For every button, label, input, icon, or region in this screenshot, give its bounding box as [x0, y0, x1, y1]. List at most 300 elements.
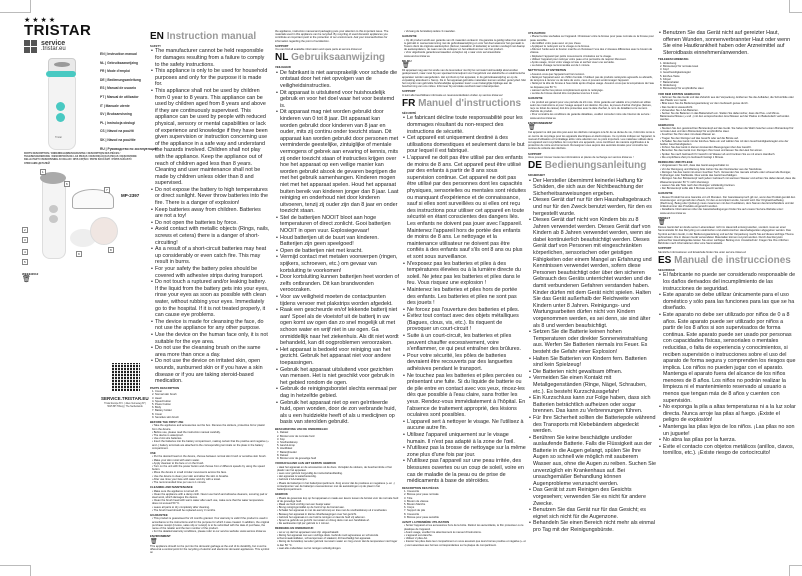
paragraph: U kunt alle beschikbare informatie en reserveonderdelen vinden op service.tristar.eu! — [402, 93, 503, 97]
list-item: • Der Bürstenkopf sollte alle 3 Monate ersetzt werden. — [660, 186, 725, 190]
list-item: • The device is made for cleansing the face, do not use the appliance for any other purpose. — [155, 319, 270, 332]
subsection-heading: GARANTIE — [402, 34, 417, 39]
list-item: • Utilisez l'appareil pour nettoyer votre peau et lui permettre de respirer librement. — [530, 57, 627, 61]
list-item: • Sortez l'appareil et les accessoires hors de la boîte. Retirez les autocollants, le film protecteur ou le plastique de l'appareil. — [404, 524, 524, 531]
list-item: 3. Tête — [404, 496, 413, 500]
subsection-heading: UTILISATION — [528, 31, 546, 35]
subsection-heading: CLEANING AND MAINTENANCE — [150, 485, 193, 490]
list-item: • The recommended time per use is 1 minute. — [152, 480, 207, 484]
list-item: • Apply cleanser to the face or on the brush. — [152, 461, 205, 465]
list-item: • Insert the batteries into the battery compartment, making certain that the positive and negative (+ and -) battery terminals are attached to the corresponding terminals on the plate in the battery compartment. — [152, 440, 269, 450]
list-item: 7. Support de pile — [404, 509, 426, 513]
info-list — [402, 30, 526, 33]
list-item: • N'exposez pas les batteries et piles à des températures élevées ou à la lumière directe du soleil. Ne jetez pas les batteries et piles dans le feu. Vous risquez une explosion ! — [407, 261, 526, 287]
list-item: • Vermeiden Sie einen Kontakt mit Metallgegenständen (Ringe, Nägel, Schrauben, etc.). Es besteht Kurzschlussgefahr! — [533, 375, 656, 395]
list-item: • El fabricante no puede ser considerado responsable de los daños derivados del incumplimiento de las instrucciones de seguridad. — [663, 272, 796, 292]
list-item: • Turn on the unit with the power button and choose from 2 different speeds by using the speed button. — [152, 464, 265, 472]
list-item: • Reinig de borstelkop na ieder gebruik met warm water en zorg ervoor dat de temperatuur niet hoger is dan 50 °C. — [277, 540, 398, 547]
list-item: • Evite el contacto con objetos metálicos (anillos, clavos, tornillos, etc.). ¡Existe riesgo de cortocircuito! — [663, 444, 796, 457]
list-item: • L'appareil ne doit pas être utilisé par des enfants de moins de 8 ans. Cet appareil peut être utilisé par des enfants à partir de 8 ans sous supervision continue. Cet appareil ne doit pas être utilisé par des personnes dont les capacités physiques, sensorielles ou mentales sont réduites ou manquant d'expérience et de connaissance, sauf si elles sont surveillées ou si elles ont reçu des instructions pour utiliser cet appareil en toute sécurité en étant conscientes des dangers liés. Les enfants ne doivent pas jouer avec l'appareil. Maintenez l'appareil hors de portée des enfants de moins de 8 ans. Le nettoyage et la maintenance utilisateur ne doivent pas être confiés à des enfants sauf s'ils ont 8 ans ou plus et sont sous surveillance. — [407, 155, 526, 261]
list-item: • Mantenga las pilas lejos de los niños. ¡Las pilas no son un juguete! — [663, 424, 796, 437]
list-item: 7. Battery holder — [152, 409, 172, 413]
info-list — [150, 424, 270, 450]
list-item: • Voor uw veiligheid moeten de contactpunten tijdens vervoer met plakstrips worden afgedekt. — [280, 294, 399, 307]
paragraph: Sämtliche Informationen und Ersatzteile finden Sie unter service.tristar.eu! — [658, 250, 747, 254]
language-code: DE — [528, 160, 542, 172]
subsection-heading: DESCRIPTION DES PIÈCES — [402, 485, 439, 490]
language-item: PT | Manual de utilizador — [100, 94, 139, 99]
weee-label: WEEE/2012 — [22, 272, 39, 276]
list-item: 4. Snelheidsknop — [277, 440, 298, 444]
list-item: 1. Cover — [152, 390, 163, 394]
list-item: 3. Kopf — [660, 68, 669, 72]
list-item: • Behandeln Sie einen Bereich nicht mehr als einmal pro Tag mit der Reinigungsbürste. — [533, 520, 656, 533]
language-item: PL | Instrukcja obsługi — [100, 120, 136, 125]
language-code: NL — [275, 52, 289, 64]
tristar-logo — [24, 16, 91, 38]
list-item: • As a result of a short-circuit batteries may heat up considerably or even catch fire. This may result in burns. — [155, 246, 270, 266]
list-item: • Lees voor gebruik zorgvuldig de instructiehandleiding. — [277, 471, 343, 475]
list-item: 4. Speed button — [152, 399, 171, 403]
info-list — [150, 390, 270, 419]
list-item: 8. Cover — [152, 412, 163, 416]
list-item: • Spülen Sie nach Gebrauch Ihr Gesicht mit Wasser ab und trocknen Sie es mit einem Handtuch. — [660, 152, 776, 156]
paragraph: Vous pouvez trouver toutes les informations et pièces de rechange sur service.tristar.eu ! — [528, 155, 634, 159]
list-item: 1. Couvercle — [404, 490, 420, 494]
info-list — [275, 466, 399, 492]
list-item: • Voor uitgebreide garantievoorwaarden verwijzen wij u naar onze servicewebsite: www.service.tristar.eu — [404, 51, 502, 58]
list-item: 3. Head — [152, 396, 162, 400]
list-item: • Do not open the batteries by force. — [155, 220, 270, 227]
subsection-heading: TEILEBESCHREIBUNG — [658, 57, 689, 62]
paragraph: the appliance, instruction manual and packaging puts your attention to this important issue. The materials used in this appliance can be recycled. By recycling of used domestic appliances you contribute an important push to the protection of our environment. Ask your local authorities for information regarding the point of recollection. — [275, 30, 389, 43]
diagram-callout: 2 — [24, 228, 26, 232]
subsection-heading: PARTS DESCRIPTION — [150, 385, 180, 390]
list-item: • Ein Kurzschluss kann zur Folge haben, dass sich Batterien beträchtlich aufheizen oder sogar brennen. Das kann zu Verbrennungen führen. — [533, 395, 656, 415]
list-item: • Use the device to clean your skin and allow the skin to breathe. — [152, 474, 229, 478]
service-grid-icon — [24, 40, 37, 53]
list-item: • Dieses Gerät darf nicht von Kindern bis zu 8 Jahren verwendet werden. Dieses Gerät darf von Kindern ab 8 Jahren verwendet werden, wenn sie dabei kontinuierlich beaufsichtigt werden. Dieses Gerät darf von Personen mit eingeschränkten körperlichen, sensorischen oder geistigen Fähigkeiten oder einem Mangel an Erfahrung und Kenntnissen verwendet werden, sofern diese Personen beaufsichtigt oder über den sicheren Gebrauch des Geräts unterrichtet wurden und die damit verbundenen Gefahren verstanden haben. Kinder dürfen mit dem Gerät nicht spielen. Halten Sie das Gerät außerhalb der Reichweite von Kindern unter 8 Jahren. Reinigungs- und Wartungsarbeiten dürfen nicht von Kindern vorgenommen werden, es sei denn, sie sind älter als 8 und werden beaufsichtigt. — [533, 217, 656, 329]
product-image — [42, 58, 80, 150]
logo-text: TRISTAR — [24, 22, 92, 39]
speed-button-image — [56, 102, 65, 111]
list-item: • Clean the brush head with warm water after each use, make sure that the water temperature does not exceed 50 °C. — [152, 499, 264, 506]
info-list — [658, 62, 796, 91]
info-list — [402, 39, 526, 58]
list-item: • Breng reinigingsmiddel op de huid of op de borstel aan. — [277, 506, 345, 510]
info-list — [658, 96, 796, 122]
subsection-heading: VOORAFGAAND AAN HET EERSTE GEBRUIK — [275, 461, 336, 466]
info-list — [658, 196, 796, 215]
list-item: • Schakel het apparaat in met de aan/uit-knop en kies met de snelheidsknop uit 2 snelheden. — [277, 509, 388, 513]
list-item: • Het apparaat is bedoeld voor reiniging van het gezicht. Gebruik het apparaat niet voor andere toepassingen. — [280, 347, 399, 367]
list-item: 9. Brosse pour peau sensible — [404, 515, 439, 519]
info-list — [275, 431, 399, 460]
list-item: • Ce produit est garanti pour une période de 24 mois. Votre garantie est valable si le produit est utilisé selon les instructions et pour l'usage auquel il est destiné. De plus, la preuve d'achat d'origine (facture, reçu ou ticket de caisse) doit être présentée avec la date d'achat, le nom du détaillant et le numéro d'article du produit. — [530, 100, 652, 114]
list-item: • Gebruik het apparaat uitsluitend voor gezichten van mensen. Het is niet geschikt voor gebruik in het gebied rondom de ogen. — [280, 367, 399, 387]
list-item: 9. Borstel voor de gevoelige huid — [277, 456, 317, 460]
list-item: 9. Bürstenkopf für empfindliche Haut — [660, 87, 704, 91]
subsection-heading: BEFORE THE FIRST USE — [150, 419, 184, 424]
list-item: 5. Ein/Aus-Taste — [660, 74, 680, 78]
parts-caption: PARTS DESCRIPTION / ONDERDELENBESCHRIJVING / DESCRIPTION DES PIÈCES / TEILEBESCHREIBUNG / DESCRIPCIÓN DE LAS PIEZAS / DESCRIÇÃO DAS PEÇAS / DESCRIZIONE DELLE PARTI / BESKRIVNING AV DELAR / OPIS CZĘŚCI / POPIS SOUČÁSTÍ / POPIS SÚČASTÍ / ОПИСАНИЕ ДЕТАЛЕЙ — [24, 152, 137, 165]
parts-diagram — [20, 167, 118, 267]
list-item: • Do not use the cleansing brush on the same area more than once a day. — [155, 345, 270, 358]
language-item: ES | Manual de usuario — [100, 86, 137, 91]
manual-title: Bedienungsanleitung — [544, 160, 647, 172]
diagram-callout: 7 — [106, 188, 108, 192]
safety-list — [658, 272, 796, 457]
list-item: • Reinig het apparaat met een vochtige doek. Gebruik nooit agressieve en schurende schoonmaakmiddelen, schuursponsen of staalwol, dit beschadigt het apparaat. — [277, 534, 379, 541]
list-item: • Ne forcez pas l'ouverture des batteries et piles. — [407, 307, 526, 314]
list-item: • Houd batterijen uit de buurt van kinderen. Batterijen zijn geen speelgoed! — [280, 235, 399, 248]
crop-mark-bottom-right — [789, 565, 802, 576]
info-list — [150, 490, 270, 512]
language-list — [100, 50, 157, 153]
diagram-callout: 8 — [110, 248, 112, 252]
list-item: 2. Bürstenkopf für normale Haut — [660, 64, 699, 68]
list-item: • Humidifiez votre peau avec un peu d'eau. — [530, 41, 582, 45]
list-item: • Placez la tête souhaitée sur l'appareil. Choisissez entre la brosse pour peau normale ou la brosse pour peau sensible. — [530, 35, 654, 42]
list-item: • Use the device on the human face only, it is not suitable for the eye area. — [155, 332, 270, 345]
list-item: • Nehmen Sie das Gerät und das Zubehör aus der Verpackung. Entfernen Sie die Aufkleber, die Schutzfolie oder das Plastik vom Gerät. — [660, 96, 794, 103]
list-item: • Keep batteries away from children. Batteries are not a toy! — [155, 207, 270, 220]
recycle-bin-icon: 🗑 — [22, 276, 31, 283]
diagram-callout: 9 — [78, 252, 80, 256]
device-brand-label: Tristar — [55, 136, 62, 139]
subsection-heading: GARANTIE — [658, 191, 673, 196]
list-item: • The manufacturer cannot be held responsible for damages resulting from a failure to comply to the safety instructions. — [155, 48, 270, 68]
safety-list — [402, 115, 526, 484]
weee-block — [22, 272, 38, 284]
list-item: • Vervang de borstelkop iedere 3 maanden. — [404, 30, 456, 33]
list-item: • This product is guaranteed for 24 months granted. Your warranty is valid if the product is used in accordance to the instructions and for the purpose for which it was created. In addition, the original purchase receipt (invoice, sales slip or receipt) is to be submitted with the date of purchase, the name of the retailer and the item number of the product. — [152, 517, 270, 531]
qr-code[interactable] — [112, 363, 140, 391]
list-item: • Assurez-vous que l'appareil est hors tension. — [530, 72, 585, 76]
column-2 — [275, 30, 399, 550]
list-item: • Haal het apparaat en de accessoires uit de doos. Verwijder de stickers, de beschermfolie of het plastic van het apparaat. — [277, 465, 392, 472]
language-item: DE | Bedienungsanleitung — [100, 77, 141, 82]
list-item: • Before use, please read the instruction manual carefully. — [152, 430, 221, 434]
list-item: • Pour connaître les conditions de garantie détaillées, veuillez consulter notre site Internet de service : www.service.tristar.eu — [530, 113, 651, 120]
diagram-callout: 4 — [24, 250, 26, 254]
list-item: • Berühren Sie keine beschädigte und/oder auslaufende Batterie. Falls die Flüssigkeit aus der Batterie in die Augen gelangt, spülen Sie Ihre Augen so schnell wie möglich mit sauberem Wasser aus, ohne die Augen zu reiben. Suchen Sie unverzüglich ein Krankenhaus auf. Bei unsachgemäßer Behandlung können Augenprobleme verursacht werden. — [533, 435, 656, 488]
info-list — [528, 73, 656, 95]
info-list — [150, 455, 270, 484]
list-item: • Gebruik de reinigingsborstel slechts eenmaal per dag in hetzelfde gebied. — [280, 386, 399, 399]
list-item: • Dieses Produkt hat eine Garantie von 24 Monaten. Der Garantieanspruch gilt nur, wenn das Produkt gemäß den Anweisungen und gemäß dem Zweck, für den es konzipiert wurde, benutzt wird. Der Original-Kaufbeleg (Rechnung, Beleg oder Quittung) muss zusammen mit dem Kaufdatum, dem Namen des Einzelhändlers und der Artikelnummer des Produkts eingereicht werden. — [660, 195, 796, 209]
list-item: • Stel de batterijen NOOIT bloot aan hoge temperaturen of direct zonlicht. Gooi batterijen NOOIT in open vuur. Explosiegevaar! — [280, 215, 399, 235]
subsection-heading: ENVIRONNEMENT — [528, 120, 553, 125]
list-item: • Detaillierte Informationen über die Garantiebedingungen finden Sie auf unserer Service-Website unter: www.service.tristar.eu — [660, 208, 784, 215]
list-item: • Dit apparaat is uitsluitend voor huishoudelijk gebruik en voor het doel waar het voor bestemd is. — [280, 90, 399, 110]
list-item: 7. Batterijhouder — [277, 450, 297, 454]
subsection-heading: SUPPORT — [402, 89, 416, 94]
info-list — [658, 127, 796, 159]
list-item: • This appliance is only to be used for household purposes and only for the purpose it is made for. — [155, 68, 270, 88]
section-title — [658, 255, 796, 267]
list-item: • Cet appareil est uniquement destiné à des utilisations domestiques et seulement dans le but pour lequel il est fabriqué. — [407, 135, 526, 155]
list-item: • Vermijd contact met metalen voorwerpen (ringen, spijkers, schroeven, etc.) om gevaar van kortsluiting te voorkomen! — [280, 254, 399, 274]
section-title — [528, 160, 656, 172]
info-list — [275, 497, 399, 526]
list-item: 8. Couvercle — [404, 512, 420, 516]
recycle-bin-icon: 🗑 — [402, 63, 410, 70]
subsection-heading: SICHERHEIT — [528, 173, 545, 178]
list-item: • Avoid contact with metallic objects (Rings, nails, screws et cetera) there is a danger of short-circuiting! — [155, 226, 270, 246]
list-item: 4. Bouton de vitesse — [404, 499, 429, 503]
model-number: MP-2397 — [121, 193, 140, 198]
list-item: • The brush head should be replaced every 3 months. — [152, 508, 216, 512]
list-item: • Do not expose the battery to high temperatures or direct sunlight. Never throw batteries into the fire. There is a danger of explosion! — [155, 187, 270, 207]
subsection-heading: NETTOYAGE ET ENTRETIEN — [528, 68, 567, 73]
list-item: • Op dit product wordt een garantie van 24 maanden verleend. Uw garantie is geldig indien het product is gebruikt in overeenstemming met de gebruiksaanwijzing en voor het doel waarvoor het gemaakt is. Tevens dient de originele aankoopbon (factuur, kassabon of kwitantie) te worden overlegd met daarop de aankoopdatum, de naam van de verkoper en het artikelnummer van het product. — [404, 38, 526, 52]
info-list — [658, 164, 796, 190]
subsection-heading: SUPPORT — [658, 246, 672, 251]
paragraph: You can find all available information and spare parts at service.tristar.eu! — [275, 48, 362, 52]
subsection-heading: REINIGUNG UND PFLEGE — [658, 160, 693, 165]
language-code: ES — [658, 254, 672, 266]
list-item: • Gebruik het apparaat om uw huid te reinigen en laat de huid vrij ademen. — [277, 515, 366, 519]
subsection-heading: GEBRUIK — [275, 492, 288, 497]
list-item: • Évitez tout contact avec des objets métalliques (Bagues, clous, vis, etc.). Ils risquent de provoquer un court-circuit ! — [407, 313, 526, 333]
manual-title: Manual de instrucciones — [674, 254, 791, 266]
list-item: • Do not use the device on irritated skin, open wounds, sunburned skin or if you have a skin disease or if you are taking steroid-based medication. — [155, 358, 270, 384]
diagram-callout: 6 — [66, 182, 68, 186]
list-item: • Plaats de gewenste kop op het apparaat en maak een keuze tussen de borstel voor de normale huid of de gevoelige huid. — [277, 496, 399, 503]
subsection-heading: SEGURIDAD — [658, 267, 675, 272]
list-item: • La durée d'usage recommandée est de 1 minute. — [530, 64, 591, 68]
list-item: • Halten Sie Batterien von Kindern fern. Batterien sind kein Spielzeug! — [533, 356, 656, 369]
list-item: • Dit apparaat mag niet worden gebruikt door kinderen van 0 tot 8 jaar. Dit apparaat kan worden gebruikt door kinderen van 8 jaar en ouder, mits zij continu onder toezicht staan. Dit apparaat kan worden gebruikt door personen met verminderde geestelijke, zintuiglijke of mentale vermogens of gebrek aan ervaring of kennis, mits zij onder toezicht staan of instructies krijgen over hoe het apparaat op een veilige manier kan worden gebruikt alsook de gevaren begrijpen die met het gebruik samenhangen. Kinderen mogen niet met het apparaat spelen. Houd het apparaat buiten bereik van kinderen jonger dan 8 jaar. Laat reiniging en onderhoud niet door kinderen uitvoeren, tenzij zij ouder zijn dan 8 jaar en onder toezicht staan. — [280, 109, 399, 215]
info-list — [275, 531, 399, 550]
company-address: Tristar Europe B.V. | Jules Verneweg 87 | 5015 BH Tilburg | The Netherlands — [104, 403, 146, 409]
list-item: 5. Power button — [152, 402, 171, 406]
list-item: • De aanbevolen tijd per gebruik is 1 minuut. — [277, 522, 330, 526]
subsection-heading: GARANTIE — [528, 96, 543, 101]
info-list — [528, 101, 656, 120]
list-item: • Dieses Gerät darf nur für den Haushaltsgebrauch und nur für den Zweck benutzt werden, für den es hergestellt wurde. — [533, 197, 656, 217]
list-item: • Este aparato se debe utilizar únicamente para el uso doméstico y sólo para las funciones para las que se ha diseñado. — [663, 292, 796, 312]
info-list — [402, 490, 526, 519]
list-item: • Schalten Sie das Gerät mit der Ein/Aus-Taste ein und wählen Sie mit dem Geschwindigkeitsregler eine der beiden Geschwindigkeiten. — [660, 139, 789, 147]
subsection-heading: MILIEU — [402, 58, 412, 63]
diagram-callout: 1 — [42, 170, 44, 174]
list-item: • Setzen Sie die Batterie keinen hohen Temperaturen oder direkter Sonneneinstrahlung aus. Werfen Sie Batterien niemals ins Feuer. Es besteht die Gefahr einer Explosion! — [533, 329, 656, 355]
list-item: • Clean the appliance with a damp cloth. Never use harsh and abrasive cleaners, scouring pad or steel wool, which damages the device. — [152, 492, 268, 499]
list-item: • Vergewissern Sie sich, dass das Gerät ausgeschaltet ist. — [660, 164, 730, 168]
list-item: 8. Deksel — [277, 453, 289, 457]
paragraph: This appliance should not be put into the domestic garbage at the end of its durability, but must be offered at a central point for the recycling of electric and electronic domestic appliances. This symbol on — [150, 544, 270, 555]
service-domain: .tristar.eu — [41, 46, 66, 52]
language-item: EN | Instruction manual — [100, 52, 137, 56]
subsection-heading: BESCHRIJVING VAN DE ONDERDELEN — [275, 426, 328, 431]
list-item: • Raak een gescheurde en/of lekkende batterij niet aan! Spoel als de vloeistof uit de batterij in uw ogen komt uw ogen dan zo snel mogelijk uit met schoon water en wrijf niet in uw ogen. Ga onmiddellijk naar het ziekenhuis. Als dit niet wordt behandeld, kan dit oogproblemen veroorzaken. — [280, 307, 399, 347]
list-item: • Utilisez l'appareil uniquement sur le visage humain. Il n'est pas adapté à la zone de l'œil. — [407, 432, 526, 445]
subsection-heading: UMWELT — [658, 215, 671, 220]
list-item: 5. Bouton Marche — [404, 502, 426, 506]
list-item: • Benutzen Sie das Gerät nicht auf gereizter Haut, offenen Wunden, sonnenverbrannter Haut oder wenn Sie eine Hautkrankheit haben oder Arzneimittel auf Steroidbasis einnehmen/anwenden. — [663, 30, 796, 56]
list-item: • Déplacez l'appareil par petits mouvements circulaires sur le visage. — [530, 54, 612, 58]
list-item: • Maintenez les batteries et piles hors de portée des enfants. Les batteries et piles ne sont pas des jouets ! — [407, 287, 526, 307]
column-en — [150, 30, 270, 554]
section-title — [275, 52, 399, 64]
subsection-heading: GUARANTEE — [150, 513, 168, 518]
list-item: • Door kortsluiting kunnen batterijen heet worden of zelfs ontbranden. Dit kan brandwonden veroorzaken. — [280, 274, 399, 294]
recycle-bin-icon: 🗑 — [658, 220, 666, 227]
list-item: 8. Abdeckung — [660, 84, 677, 88]
list-item: • Take the appliance and accessories out the box. Remove the stickers, protective foil or plastic from the device. — [152, 424, 265, 431]
subsection-heading: VOR DEM ERSTEN GEBRAUCH — [658, 91, 701, 96]
safety-list — [150, 48, 270, 384]
list-item: • La tête de brosse devrait être remplacée tous les 3 mois. — [530, 92, 600, 96]
list-item: • Verwenden Sie 2 AA-Batterien. — [660, 108, 699, 112]
list-item: • Nettoyez la tête de brosse à l'eau tiède après chaque usage. Assurez-vous que la température de l'eau ne dépasse pas 50 °C. — [530, 82, 655, 89]
list-item: • Stecken Sie den gewünschten Bürstenkopf auf das Gerät. Sie haben die Wahl zwischen einem Bürstenkopf für normale Haut und dem Bürstenkopf für empfindliche Haut. — [660, 127, 794, 134]
list-item: • Bitte lesen Sie die Bedienungsanleitung vor dem Gebrauch genau durch. — [660, 102, 749, 106]
list-item: • Le fabricant décline toute responsabilité pour les dommages résultant du non-respect des instructions de sécurité. — [407, 115, 526, 135]
list-item: • Este aparato no debe ser utilizado por niños de 0 a 8 años. Este aparato puede ser utilizado por niños a partir de los 8 años si son supervisados de forma continua. Este aparato puede ser usado por personas con capacidades físicas, sensoriales o mentales reducidas, o falta de experiencia y conocimientos, si reciben supervisión o instrucciones sobre el uso del aparato de forma segura y comprenden los riesgos que implica. Los niños no pueden jugar con el aparato. Mantenga el aparato fuera del alcance de los niños menores de 8 años. Los niños no podrán realizar la limpieza ni el mantenimiento reservado al usuario a menos que tengan más de 8 años y cuenten con supervisión. — [663, 312, 796, 404]
list-item: • Plaats de batterijen in het batterijcompartiment. Zorg ervoor dat de positieve en negatieve (+ en -) contactpunten van de batterijen overeenkomen met de aansluitingen op de plaat in het batterijcompartiment. — [277, 481, 395, 491]
diagram-callout: 5 — [24, 260, 26, 264]
list-item: • Gebruik het apparaat niet op een geïrriteerde huid, open wonden, door de zon verbrande huid, als u een huidziekte heeft of als u medicijnen op basis van steroïden gebruikt. — [280, 400, 399, 426]
info-list — [402, 524, 526, 546]
power-button-image — [56, 113, 65, 122]
list-item: • Beweeg het apparaat in kleine cirkelbewegingen over het gezicht. — [277, 512, 357, 516]
list-item: • Allumez l'unité avec le bouton marche et choisissez l'une des 2 vitesses différentes avec le bouton de vitesse. — [530, 48, 653, 55]
list-item: • The device is waterproof. — [152, 433, 184, 437]
list-item: • Appliquez le nettoyant sur le visage ou la brosse. — [530, 45, 590, 49]
list-item: • Der Hersteller übernimmt keinerlei Haftung für Schäden, die sich aus der Nichtbeachtung der Sicherheitsanweisungen ergeben. — [533, 178, 656, 198]
list-item: • No exponga la pila a altas temperaturas ni a la luz solar directa. Nunca arroje las pilas al fuego. ¡Existe el peligro de explosión! — [663, 404, 796, 424]
list-item: • Die empfohlene Zeit pro Gebrauch beträgt 1 Minute. — [660, 155, 724, 159]
safety-list — [275, 70, 399, 426]
list-item: • After use rinse your face with water and dry with a towel. — [152, 477, 221, 481]
list-item: • Für Ihre Sicherheit sollten die Batteriepole während des Transports mit Klebebändern abgedeckt werden. — [533, 415, 656, 435]
list-item: 6. Körper — [660, 77, 672, 81]
list-item: 2. Normal skin brush — [152, 393, 177, 397]
list-item: 6. Hoofddeel — [277, 447, 293, 451]
list-item: • Tragen Sie den Reiniger auf das Gesicht oder auf die Bürste auf. — [660, 136, 739, 140]
subsection-heading: SUPPORT — [275, 43, 289, 48]
subsection-heading: SAFETY — [150, 44, 162, 48]
language-item: SK | Návod na použitie — [100, 137, 136, 142]
list-item: • Führen Sie das Gerät in kleinen kreisenden Bewegungen über das Gesicht. — [660, 146, 752, 150]
list-item: • Do not touch a ruptured and/or leaking battery. If the liquid from the battery gets into your eyes, rinse your eyes as soon as possible with clean water, without rubbing your eyes. Immediately go to the hospital. If it is not treated properly, it can cause eye problems. — [155, 279, 270, 319]
list-item: • Open de batterijen niet met kracht. — [280, 248, 399, 255]
language-item: IT | Manuale utente — [100, 103, 130, 108]
diagram-callout: 3 — [24, 238, 26, 242]
list-item: • Maak uw huid vochtig met een beetje water. — [277, 502, 331, 506]
list-item: • Laissez sécher les pièces complètement après le nettoyage. — [530, 88, 604, 92]
recycle-bin-icon: 🗑 — [150, 538, 158, 545]
subsection-heading: AVANT LA PREMIÈRE UTILISATION — [402, 519, 450, 524]
list-item: 6. Body — [152, 406, 162, 410]
list-item: • Ne touchez pas les batteries et piles percées ou présentant une fuite. Si du liquide de batterie ou de pile entre en contact avec vos yeux, rincez-les dès que possible à l'eau claire, sans frotter les yeux. Rendez-vous immédiatement à l'hôpital. En l'absence de traitement approprié, des lésions oculaires sont possibles. — [407, 373, 526, 419]
list-item: • Make your skin moist with warm water. — [152, 458, 200, 462]
list-item: 7. Batteriehalter — [660, 81, 679, 84]
list-item: • Reinigen Sie das Gerät mit einem feuchten Tuch. Verwenden Sie niemals scharfe oder scheuernde Reiniger, Topfreiniger oder Stahlwolle. Dies würde das Gerät beschädigen. — [660, 170, 791, 178]
list-item: • Utilisez 2 piles AA. — [404, 537, 428, 541]
list-item: • Gebruik 2 AA-batterijen. — [277, 478, 308, 482]
list-item: 9. Sensitive skin brush — [152, 415, 179, 419]
list-item: 1. Deksel — [277, 431, 289, 435]
list-item: • Après usage, rincez votre visage à l'eau et séchez avec une serviette. — [530, 61, 615, 65]
paragraph: Dit apparaat mag aan het einde van de levensduur niet bij het normale huishoudelijk afval worden gedeponeerd, maar moet bij een speciaal inzamelpunt voor hergebruik van elektrische en elektronische apparaten worden aangeboden. Het symbool op het apparaat, in de gebruiksaanwijzing en op de verpakking attendeert u hierop. De in het apparaat gebruikte materialen kunnen worden gerecycled. Met het recyclen van gebruikte huishoudelijke apparaten levert u een belangrijke bijdrage aan de bescherming van ons milieu. Informeer bij uw lokale overheid naar inzamelpunten. — [402, 69, 526, 89]
list-item: • Das Gerät ist zum Reinigen des Gesichts vorgesehen; verwenden Sie es nicht für andere Zwecke. — [533, 487, 656, 507]
list-item: • Lassen Sie alle Teile nach dem Reinigen vollständig trocknen. — [660, 183, 736, 187]
column-4 — [528, 30, 656, 534]
list-item: • Avant usage, veuillez lire attentivement le manuel d'instructions. — [404, 530, 482, 534]
paragraph: Cet appareil ne doit pas être jeté avec les déchets ménagers à la fin de sa durée de vie, il doit être remis à un centre de recyclage pour les appareils électriques et électroniques. Ce symbole indiqué sur l'appareil, le manuel d'utilisation et l'emballage attire votre attention sur ce point important. Les matériaux utilisés dans cet appareil sont recyclables. En recyclant vos appareils, vous contribuez de manière significative à la protection de notre environnement. Renseignez-vous auprès des autorités locales pour connaître les centres de collecte des déchets. — [528, 131, 656, 151]
list-item: • Let er op dat het apparaat moet zijn uitgeschakeld. — [277, 530, 340, 534]
manual-title: Instruction manual — [166, 31, 257, 42]
list-item: • Benutzen Sie das Gerät nur für das Gesicht; es eignet sich nicht für die Augenzone. — [533, 507, 656, 520]
list-item: • Make sure the appliance is turned off. — [152, 489, 199, 493]
list-item: • L'appareil est étanche. — [404, 533, 433, 537]
list-item: • Move the device in small circular movements across the face. — [152, 471, 227, 475]
paragraph: Dieses Gerät darf am Ende seiner Lebensdauer nicht im Hausmüll entsorgt werden, sondern muss an einer Sammelstelle für das Recycling von elektrischen und elektronischen Haushaltsgeräten abgegeben werden. Das Symbol auf dem Gerät, in der Bedienungsanleitung und auf der Verpackung macht Sie auf dieses wichtige Thema aufmerksam. Die in diesem Gerät verwendeten Materialien können recycelt werden. Durch das Recyceln gebrauchter Haushaltsgeräte leisten Sie einen wichtigen Beitrag zum Umweltschutz. Fragen Sie Ihre örtlichen Behörden nach Informationen über eine Sammelstelle. — [658, 226, 794, 246]
list-item: • Laat alle onderdelen na het reinigen volledig drogen. — [277, 546, 342, 550]
language-item: RU | Руководство по эксплуатации — [100, 146, 157, 151]
list-item: • N'utilisez pas la brosse de nettoyage sur la même zone plus d'une fois par jour. — [407, 445, 526, 458]
subsection-heading: VEILIGHEID — [275, 65, 291, 70]
language-code: EN — [150, 31, 164, 42]
list-item: • Nettoyez l'appareil avec un chiffon humide. N'utilisez pas de produits nettoyants agressifs ou abrasifs, de tampons à récurer ou de laine de verre, ceux-ci pouvant endommager l'appareil. — [530, 76, 653, 83]
list-item: • Das Gerät ist wasserdicht. — [660, 105, 694, 109]
list-item: • L'appareil sert à nettoyer le visage. Ne l'utilisez à aucune autre fin. — [407, 419, 526, 432]
crop-mark-top-right — [789, 0, 802, 13]
list-item: 1. Abdeckung — [660, 61, 677, 65]
service-url[interactable]: SERVICE.TRISTAR.EU — [101, 396, 149, 401]
list-item: • Leave all parts to dry completely after cleaning. — [152, 505, 210, 509]
subsection-heading: SUPPORT — [528, 151, 542, 156]
list-item: • Suite à un court-circuit, les batteries et piles peuvent chauffer excessivement, voire s'enflammer, ce qui peut entraîner des brûlures. — [407, 333, 526, 353]
list-item: • Vor der Reinigung und Wartung bitte ziehen Sie den Netzstecker aus der Steckdose. — [660, 167, 763, 171]
list-item: • Put the desired head on the device, choose between normal skin brush or sensitive skin brush. — [152, 455, 267, 459]
safety-list — [528, 178, 656, 534]
list-item: • Pour votre sécurité, les pôles de batteries devraient être recouverts par des languettes adhésives pendant le transport. — [407, 353, 526, 373]
logo-stars: ★★★★ — [24, 17, 58, 24]
list-item: • Spoel na gebruik uw gezicht met water en droog deze met een handdoek af. — [277, 518, 370, 522]
column-3 — [402, 30, 526, 547]
list-item: • No abra las pilas por la fuerza. — [663, 437, 796, 444]
list-item: • Feuchten Sie Ihre Haut mit etwas Wasser an. — [660, 133, 716, 137]
subsection-heading: GEBRAUCH — [658, 122, 675, 127]
subsection-heading: USE — [150, 450, 156, 455]
list-item: 3. Kop — [277, 437, 285, 441]
info-list — [528, 35, 656, 67]
subsection-heading: ENVIRONMENT — [150, 534, 171, 539]
service-word: service — [41, 40, 66, 47]
language-item: FR | Mode d'emploi — [100, 69, 131, 74]
section-title — [150, 31, 270, 43]
safety-list — [658, 30, 796, 56]
subsection-heading: SÉCURITÉ — [402, 111, 417, 116]
list-item: 5. Aan/uit-knop — [277, 444, 295, 448]
language-code: FR — [402, 98, 416, 110]
manual-title: Gebruiksaanwijzing — [291, 52, 386, 64]
subsection-heading: REINIGING EN ONDERHOUD — [275, 526, 314, 531]
list-item: 2. Borstel voor de normale huid — [277, 434, 315, 438]
column-5 — [658, 30, 796, 457]
list-item: • For the detailed warranty conditions, please refer to our service website: www.service.tristar.eu — [152, 530, 267, 534]
list-item: • Reinigen Sie den Bürstenkopf nach jedem Gebrauch mit warmem Wasser und achten Sie dabei darauf, dass die Wassertemperatur 50 °C nicht übersteigt. — [660, 177, 796, 184]
list-item: • Use 2 AA size batteries. — [152, 437, 183, 441]
list-item: 4. Geschwindigkeitsregler — [660, 71, 691, 75]
list-item: 2. Brosse pour peau normale — [404, 493, 439, 497]
list-item: • For your safety the battery poles should be covered with adhesive strips during transport. — [155, 266, 270, 279]
